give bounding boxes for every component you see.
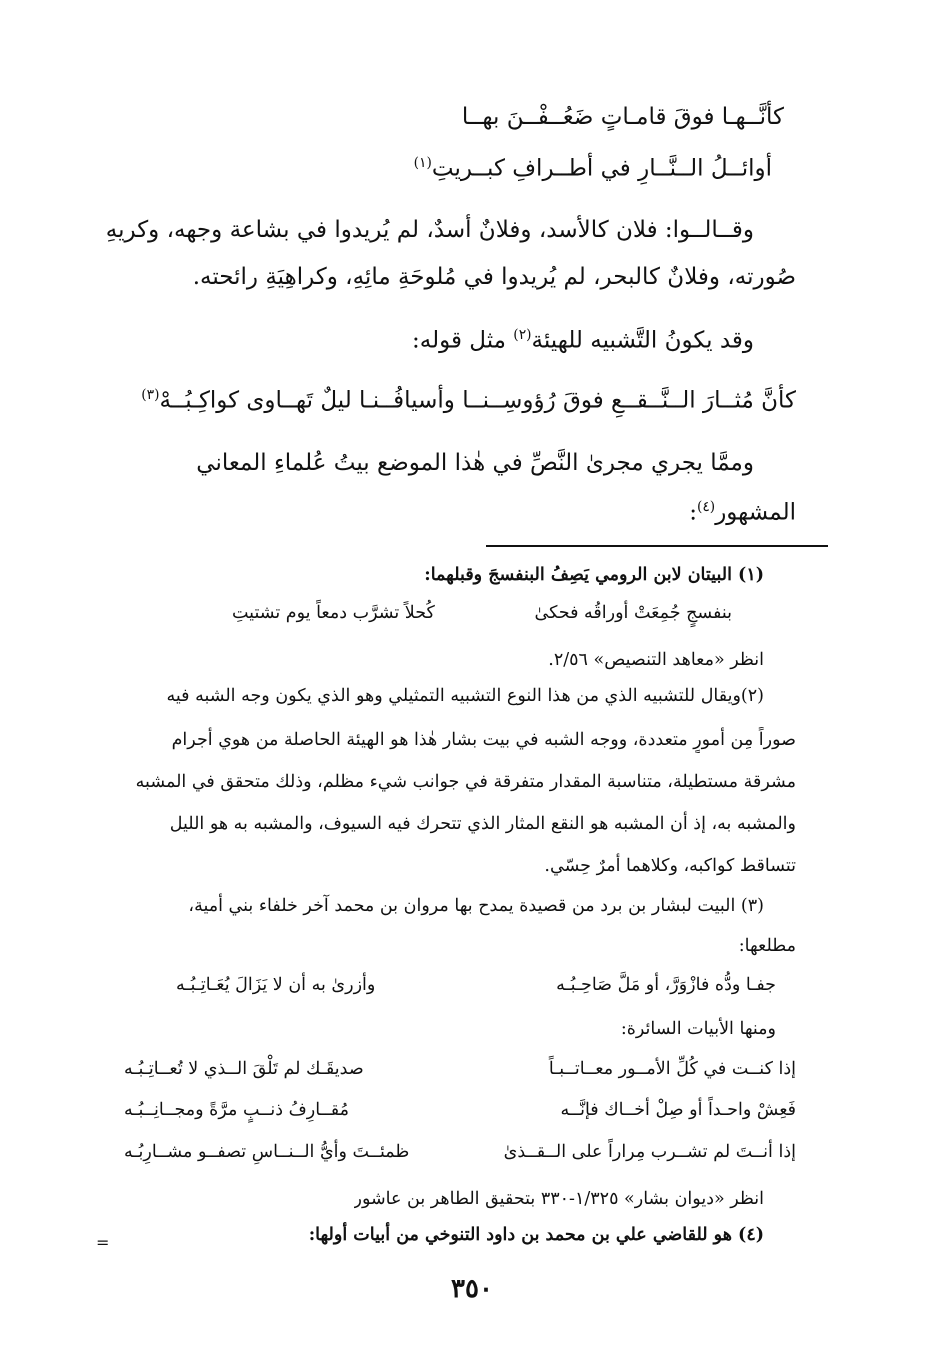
footnote-3-hemistich-1: جفـا ودُّه فازْوَرَّ، أو مَلَّ صَاحِـبُـه: [556, 975, 776, 995]
verse-hemistich-1: إذا أنــتَ لم تشــرب مِراراً على الــقــذىٰ: [503, 1142, 796, 1162]
verse1-line1: كأنَّــهـا فوقَ قامـاتٍ ضَعُــفْــنَ بهــا: [461, 104, 784, 130]
footnote-ref-3: (٣): [141, 387, 160, 403]
verse2-line: كأنَّ مُثــارَ الــنَّــقــعِ فوقَ رُؤوسِــنــا وأسيافُــنـا ليلٌ تَهــاوى كواكِـبُــهْ$^{(٣)}$: [141, 387, 796, 414]
page-number: ٣٥٠: [451, 1274, 493, 1304]
footnote-4: (٤) هو للقاضي علي بن محمد بن داود التنوخي من أبيات أولها:: [308, 1225, 764, 1245]
footnote-1-ref: انظر «معاهد التنصيص» ٢/٥٦.: [548, 650, 764, 670]
footnote-2-line: مشرقة مستطيلة، متناسبة المقدار متفرقة في جوانب شيء مظلم، وذلك متحقق في المشبه: [135, 772, 796, 792]
verse-hemistich-1: إذا كنــت في كُلِّ الأمــور معــاتــبـاً: [548, 1059, 796, 1079]
footnote-3-line1: (٣) البيت لبشار بن برد من قصيدة يمدح بها مروان بن محمد آخر خلفاء بني أمية،: [188, 896, 764, 916]
footnote-3-line2: مطلعها:: [738, 936, 796, 956]
para1-line1: وقــالــوا: فلان كالأسد، وفلانٌ أسدٌ، لم يُريدوا في بشاعة وجهه، وكريهِ: [105, 217, 754, 243]
footnote-ref-1: (١): [413, 155, 432, 171]
para1-line2: صُورته، وفلانٌ كالبحر، لم يُريدوا في مُلوحَةِ مائِهِ، وكراهِيَةِ رائحته.: [192, 264, 796, 290]
footnote-2-line: (٢)ويقال للتشبيه الذي من هذا النوع التشبيه التمثيلي وهو الذي يكون وجه الشبه فيه: [166, 686, 764, 706]
para3-line1: وممَّا يجري مجرىٰ النَّصِّ في هٰذا الموضع بيتُ عُلماءِ المعاني: [196, 450, 754, 476]
footnote-separator: [486, 545, 828, 547]
footnote-2-line: والمشبه به، إذ أن المشبه هو النقع المثار الذي تتحرك فيه السيوف، والمشبه به هو الليل: [169, 814, 796, 834]
footnote-3-verse-row: [124, 1097, 796, 1123]
footnote-1-hemistich-1: بنفسجٍ جُمِعَتْ أوراقُه فحكىٰ: [534, 603, 732, 623]
footnote-ref-2: (٢): [513, 327, 532, 343]
footnote-3-hemistich-2: وأزرىٰ به أن لا يَزَالَ يُعَـاتِـبُـه: [176, 975, 376, 995]
footnote-3-verse-row: [124, 1139, 796, 1165]
verse-hemistich-2: صديقَـك لم تَلْقَ الــذي لا تُعــاتِـبُـه: [124, 1059, 364, 1079]
footnote-3-verse: [176, 972, 776, 998]
margin-marker: =: [96, 1233, 110, 1252]
footnote-1-intro: (١) البيتان لابن الرومي يَصِفُ البنفسجَ وقبلهما:: [424, 565, 764, 585]
verse-hemistich-2: مُقــارِفُ ذنــبٍ مرَّةً ومجــانِــبُـه: [124, 1100, 350, 1120]
footnote-3-verse-row: [124, 1056, 796, 1082]
footnote-2-line: صوراً مِن أمورٍ متعددة، ووجه الشبه في بيت بشار هٰذا هو الهيئة الحاصلة من هوي أجرام: [171, 730, 796, 750]
footnote-3-ref: انظر «ديوان بشار» ١/٣٢٥-٣٣٠ بتحقيق الطاهر بن عاشور: [353, 1189, 764, 1209]
footnote-ref-4: (٤): [696, 499, 716, 515]
verse-hemistich-1: فَعِشْ واحـداً أو صِلْ أخــاك فإنَّــه: [560, 1100, 796, 1120]
footnote-1-hemistich-2: كُحلاً تشرَّب دمعاً يوم تشتيتِ: [232, 603, 435, 623]
footnote-1-verse: [232, 600, 732, 626]
verse1-line2: أوائــلُ الــنَّــارِ في أطــرافِ كبــريتِ$^{(١)}$: [413, 155, 772, 182]
para3-line2: المشهور$^{(٤)}$:: [689, 499, 796, 526]
verse-hemistich-2: ظمئــتَ وأيُّ الــنــاسِ تصفــو مشــارِبُـه: [124, 1142, 410, 1162]
footnote-3-more: ومنها الأبيات السائرة:: [620, 1019, 776, 1039]
footnote-2-line: تتساقط كواكبه، وكلاهما أمرٌ حِسّي.: [544, 856, 796, 876]
para2-line: وقد يكونُ التَّشبيه للهيئة$^{(٢)}$ مثل قوله:: [412, 327, 754, 354]
